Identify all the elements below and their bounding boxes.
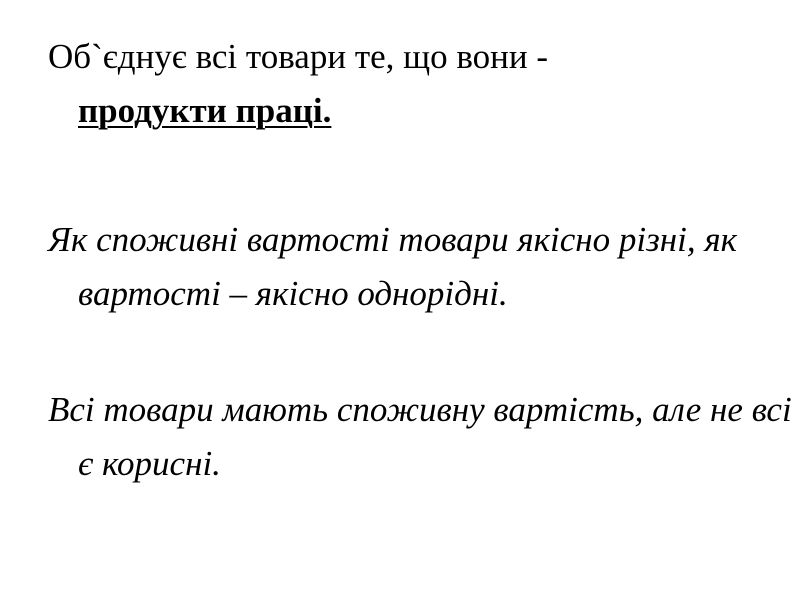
paragraph-use-values: Як споживні вартості товари якісно різні, як вартості – якісно однорідні. bbox=[48, 220, 738, 313]
paragraph-labor-products-text: Об`єднує всі товари те, що вони - bbox=[48, 37, 548, 76]
paragraph-usefulness: Всі товари мають споживну вартість, але не всі є корисні. bbox=[48, 390, 792, 483]
paragraph-labor-products bbox=[48, 30, 598, 138]
labor-products-emphasis: продукти праці. bbox=[78, 91, 332, 130]
